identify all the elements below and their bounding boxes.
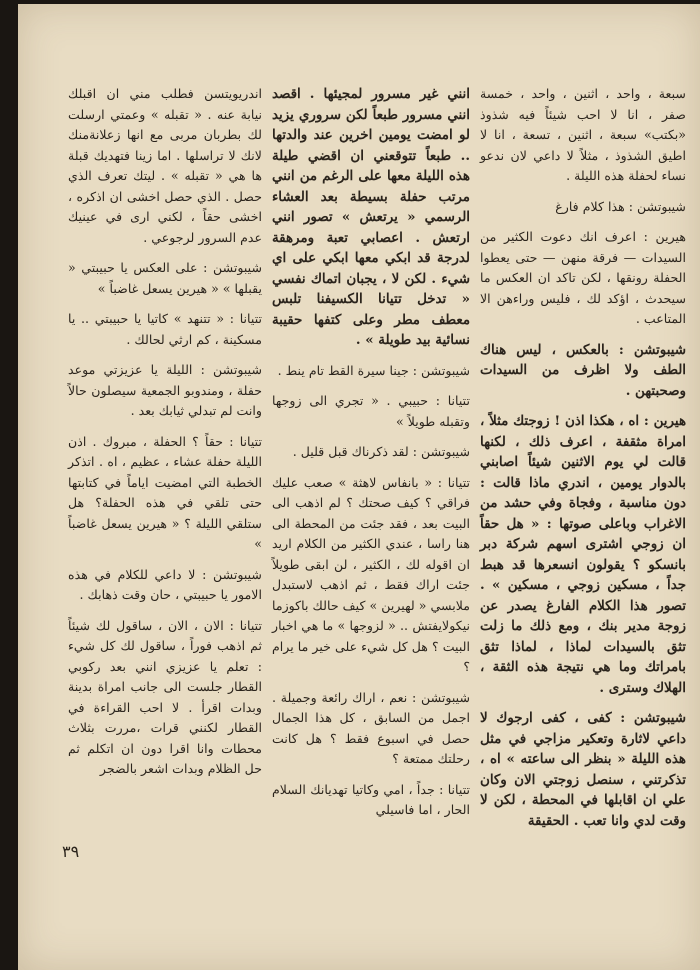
text-column-left: [68, 84, 262, 790]
paragraph: انني غير مسرور لمجيئها . اقصد انني مسرور طبعاً لكن سروري يزيد لو امضت يومين اخرين عند والدتها .. طبعاً تتوقعني ان اقضي طيلة هذه الليلة معها على الرغم من انني مرتب حفلة بسيطة بعد العشاء الرسمي « يرتعش » تصور انني ارتعش . اعصابي تعبة ومرهقة لدرجة قد ابكي معها ابكي على اي شيء . لكن لا ، يجبان اتماك نفسي « تدخل تتيانا الكسيفنا تلبس معطف مطر وعلى كتفها حقيبة نسائية بيد طويلة » .: [272, 86, 470, 348]
paragraph: هيرين : اه ، هكذا اذن ! زوجتك مثلاً ، امراة مثقفة ، اعرف ذلك ، لكنها قالت لي يوم الاثنين شيئاً اصابني بالدوار يومين ، اندري ماذا قالت : دون مناسبة ، وفجاة وفي حشد من الاغراب وباعلى صوتها : « هل حقاً ان زوجي اشترى اسهم شركة دبر بانسكو ؟ يقولون انسعرها قد هبط جداً ، مسكين زوجي ، مسكين » . تصور هذا الكلام الفارغ يصدر عن زوجة مدير بنك ، ومع ذلك ما زلت تثق بالسيدات لماذا ، لماذا تثق بامراتك وما هي نتيجة هذه الثقة ، الهلاك وسترى .: [480, 413, 686, 696]
paragraph: اندريويتسن فطلب مني ان اقبلك نيابة عنه . « تقبله » وعمتي ارسلت لك بطربان مربى مع انها زعلانةمنك لانك لا تراسلها . اما زينا فتهديك قبلة ها هي « تقبله » . ليتك تعرف الذي حصل . الذي حصل اخشى ان اذكره ، اخشى حقاً ، لكني ارى في عينيك عدم السرور لرجوعي .: [68, 86, 262, 245]
paragraph: تتيانا : حبيبي . « تجري الى زوجها وتقبله طويلاً »: [272, 393, 470, 429]
text-column-middle: [272, 84, 470, 831]
paragraph: تتيانا : حقاً ؟ الحفلة ، مبروك . اذن الليلة حفلة عشاء ، عظيم ، اه . اتذكر الخطبة التي امضيت اياماً في كتابتها حتى تلقي في هذه الحفلة؟ هل ستلقي الليلة ؟ « هيرين يسعل غاضباً »: [68, 433, 262, 551]
paragraph: شيبوتشن : الليلة يا عزيزتي موعد حفلة ، ومندوبو الجمعية سيصلون حالاً وانت لم تبدلي ثيابك بعد .: [68, 362, 262, 418]
paragraph: سبعة ، واحد ، اثنين ، واحد ، خمسة صفر ، انا لا احب شيئاً فيه شذوذ «بكتب» سبعة ، اثنين ، تسعة ، انا لا اطيق الشذوذ ، مثلاً لا داعي لان ندعو نساء لحفلة هذه الليلة .: [480, 86, 686, 183]
text-column-right: [480, 84, 686, 841]
paragraph: شيبوتشن : كفى ، كفى ارجوك لا داعي لاثارة وتعكير مزاجي في مثل هذه الليلة « بنظر الى ساعته » اه ، تذكرتني ، سنصل زوجتي الان وكان علي ان اقابلها في المحطة ، لكن لا وقت لدي وانا تعب . الحقيقة: [480, 710, 686, 829]
paragraph: شيبوتشن : جينا سيرة القط تام ينط .: [277, 362, 470, 378]
paragraph: شيبوتشن : نعم ، اراك رائعة وجميلة . اجمل من السابق ، كل هذا الجمال حصل في اسبوع فقط ؟ هل كانت رحلتك ممتعة ؟: [272, 689, 470, 766]
magazine-page: [18, 4, 700, 970]
paragraph: شيبوتشن : هذا كلام فارغ: [555, 198, 686, 214]
paragraph: تتيانا : « بانفاس لاهثة » صعب عليك فراقي ؟ كيف صحتك ؟ لم اذهب الى البيت بعد ، فقد جئت من المحطة الى هنا راسا ، عندي الكثير من الكلام اريد ان اقوله لك ، الكثير ، لن ابقى طويلاً جئت اراك فقط ، ثم اذهب لاستبدل ملابسي « لهيرين » كيف حالك باكوزما نيكولايفتش .. « لزوجها » ما هي اخبار البيت ؟ هل كل شيء على خير ما يرام ؟: [272, 474, 470, 674]
page-number: ٣٩: [62, 842, 80, 861]
paragraph: تتيانا : « تتنهد » كاتيا يا حبيبتي .. يا مسكينة ، كم ارثي لحالك .: [68, 311, 262, 347]
paragraph: تتيانا : جداً ، امي وكاتيا تهديانك السلام الحار ، اما فاسيلي: [272, 781, 470, 817]
paragraph: تتيانا : الان ، الان ، ساقول لك شيئاً ثم اذهب فوراً ، ساقول لك كل شيء : تعلم يا عزيزي انني بعد ركوبي القطار جلست الى جانب امراة بدينة وبدات اقرأ . لا احب القراءة في القطار لكنني قرات ،مررت بثلاث محطات وانا اقرا دون ان اتكلم ثم حل الظلام وبدات اشعر بالضجر: [68, 617, 262, 776]
paragraph: شيبوتشن : لا داعي للكلام في هذه الامور يا حبيبتي ، حان وقت ذهابك .: [68, 566, 262, 602]
paragraph: شيبوتشن : على العكس يا حبيبتي « يقبلها » « هيرين يسعل غاضباً »: [68, 260, 262, 296]
paragraph: هيرين : اعرف انك دعوت الكثير من السيدات — فرقة منهن — حتى يعطوا الحفلة رونقها ، لكن تاكد ان العكس ما سيحدث ، اؤكد لك ، فليس وراءهن الا المتاعب .: [480, 229, 686, 326]
paragraph: شيبوتشن : بالعكس ، ليس هناك الطف ولا اظرف من السيدات وصحبتهن .: [480, 341, 686, 399]
paragraph: شيبوتشن : لقد ذكرناك قبل قليل .: [292, 444, 470, 459]
